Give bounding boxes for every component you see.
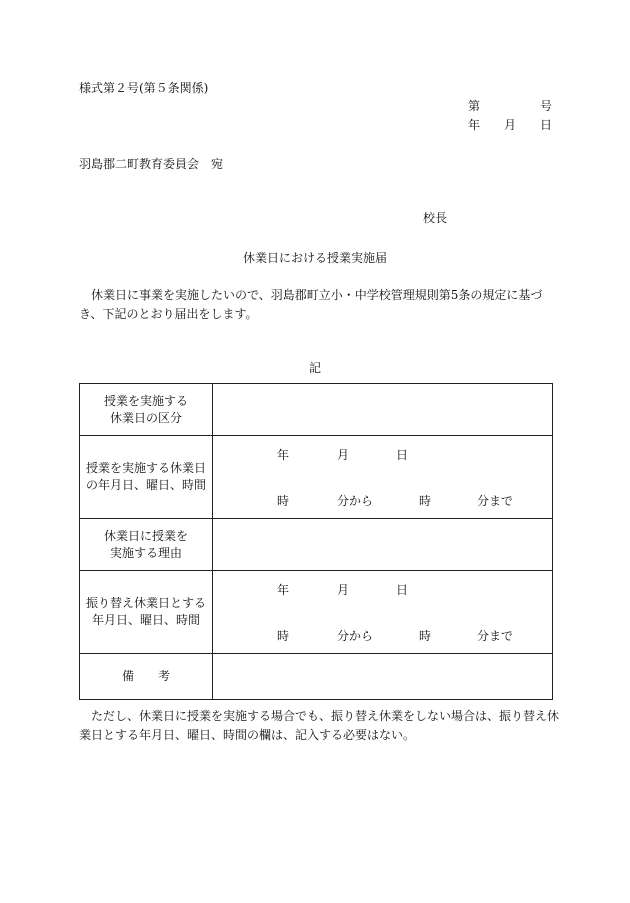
hour-unit: 時 xyxy=(419,494,432,508)
number-suffix: 号 xyxy=(540,99,553,113)
row-label-remarks: 備 考 xyxy=(80,654,213,700)
label-line: 休業日の区分 xyxy=(109,410,182,425)
label-line: 授業を実施する xyxy=(103,393,188,408)
minute-from-unit: 分から xyxy=(337,494,374,508)
reason-field[interactable] xyxy=(213,519,553,571)
label-line: 授業を実施する休業日 xyxy=(85,461,206,475)
report-form-table xyxy=(79,383,553,700)
ki-heading: 記 xyxy=(308,361,321,375)
hour-unit: 時 xyxy=(277,494,290,508)
holiday-category-field[interactable] xyxy=(213,384,553,436)
hour-unit: 時 xyxy=(419,629,432,643)
form-number: 様式第２号(第５条関係) xyxy=(79,81,209,95)
date-day: 日 xyxy=(540,118,553,132)
row-label-holiday-category xyxy=(80,384,213,436)
document-title: 休業日における授業実施届 xyxy=(242,251,387,265)
year-unit: 年 xyxy=(277,448,290,462)
minute-until-unit: 分まで xyxy=(477,629,514,643)
date-month: 月 xyxy=(504,118,517,132)
row-label-reason xyxy=(80,519,213,571)
addressee: 羽島郡二町教育委員会 宛 xyxy=(79,157,224,171)
row-label-class-datetime xyxy=(80,436,213,519)
table-row xyxy=(80,654,553,700)
footnote: ただし、休業日に授業を実施する場合でも、振り替え休業をしない場合は、振り替え休業日とする年月日、曜日、時間の欄は、記入する必要はない。 xyxy=(79,709,560,742)
label-line: の年月日、曜日、時間 xyxy=(85,478,206,492)
hour-unit: 時 xyxy=(277,629,290,643)
label-line: 年月日、曜日、時間 xyxy=(91,613,200,627)
row-label-substitute-holiday xyxy=(80,571,213,654)
table-row xyxy=(80,384,553,436)
substitute-holiday-field[interactable] xyxy=(213,571,553,654)
table-row xyxy=(80,436,553,519)
table-row xyxy=(80,519,553,571)
label-line: 実施する理由 xyxy=(109,545,182,560)
day-unit: 日 xyxy=(396,448,409,462)
month-unit: 月 xyxy=(337,448,350,462)
minute-until-unit: 分まで xyxy=(477,494,514,508)
date-year: 年 xyxy=(468,118,481,132)
label-line: 振り替え休業日とする xyxy=(85,596,206,610)
label-line: 休業日に授業を xyxy=(103,528,188,543)
month-unit: 月 xyxy=(337,583,350,597)
minute-from-unit: 分から xyxy=(337,629,374,643)
class-datetime-field[interactable] xyxy=(213,436,553,519)
principal-label: 校長 xyxy=(423,211,448,225)
day-unit: 日 xyxy=(396,583,409,597)
year-unit: 年 xyxy=(277,583,290,597)
remarks-field[interactable] xyxy=(213,654,553,700)
body-text: 休業日に事業を実施したいので、羽島郡町立小・中学校管理規則第5条の規定に基づき、下記のとおり届出をします。 xyxy=(79,288,543,321)
table-row xyxy=(80,571,553,654)
number-prefix: 第 xyxy=(468,99,481,113)
